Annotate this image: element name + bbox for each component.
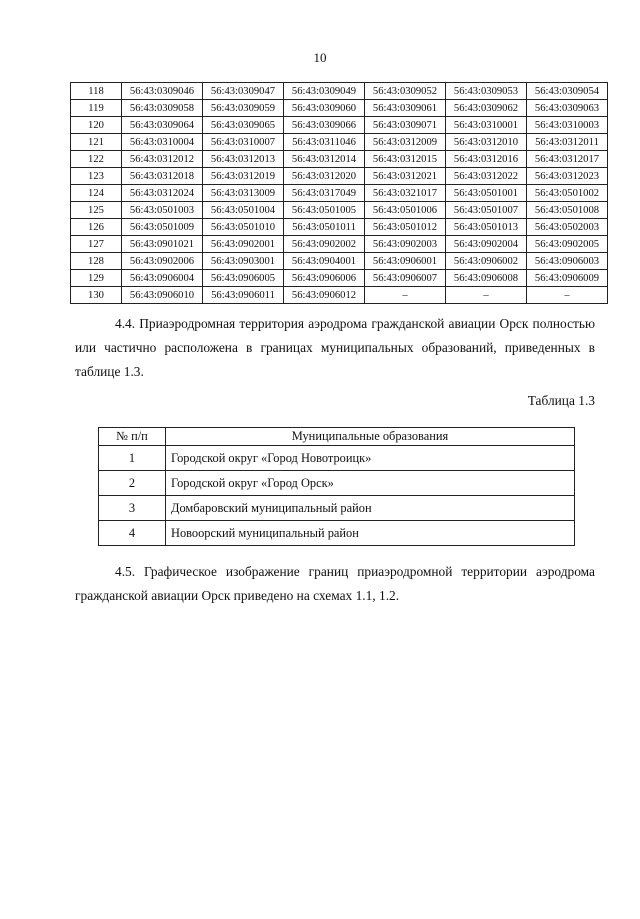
cadastral-number: 56:43:0310003 xyxy=(527,117,608,134)
row-number: 4 xyxy=(99,521,166,546)
cadastral-number: 56:43:0309052 xyxy=(365,83,446,100)
cadastral-number: 56:43:0309065 xyxy=(203,117,284,134)
cadastral-number: 56:43:0501002 xyxy=(527,185,608,202)
cadastral-number: 56:43:0902002 xyxy=(284,236,365,253)
cadastral-number: 56:43:0312021 xyxy=(365,168,446,185)
table-row xyxy=(99,446,575,471)
cadastral-number: 56:43:0309063 xyxy=(527,100,608,117)
row-number: 123 xyxy=(71,168,122,185)
row-number: 122 xyxy=(71,151,122,168)
cadastral-number: 56:43:0906012 xyxy=(284,287,365,304)
cadastral-number: 56:43:0501013 xyxy=(446,219,527,236)
cadastral-number: 56:43:0501005 xyxy=(284,202,365,219)
cadastral-number: 56:43:0312023 xyxy=(527,168,608,185)
cadastral-number: 56:43:0309064 xyxy=(122,117,203,134)
cadastral-number: 56:43:0906007 xyxy=(365,270,446,287)
cadastral-number: 56:43:0312016 xyxy=(446,151,527,168)
cadastral-number: 56:43:0309049 xyxy=(284,83,365,100)
table-caption: Таблица 1.3 xyxy=(527,393,595,408)
row-number: 121 xyxy=(71,134,122,151)
cadastral-number: 56:43:0902003 xyxy=(365,236,446,253)
table-row xyxy=(71,168,608,185)
table-row xyxy=(71,270,608,287)
cadastral-number: 56:43:0312012 xyxy=(122,151,203,168)
cadastral-number: 56:43:0902006 xyxy=(122,253,203,270)
cadastral-number: 56:43:0502003 xyxy=(527,219,608,236)
paragraph-4-5: 4.5. Графическое изображение границ приаэродромной территории аэродрома гражданской авиации Орск приведено на схемах 1.1, 1.2. xyxy=(75,564,595,603)
cadastral-number: – xyxy=(527,287,608,304)
cadastral-number: 56:43:0310007 xyxy=(203,134,284,151)
page-number: 10 xyxy=(313,50,327,65)
cadastral-number: 56:43:0312019 xyxy=(203,168,284,185)
row-number: 124 xyxy=(71,185,122,202)
cadastral-number: 56:43:0309047 xyxy=(203,83,284,100)
table-row xyxy=(71,117,608,134)
cadastral-number: 56:43:0501010 xyxy=(203,219,284,236)
cadastral-number: 56:43:0309066 xyxy=(284,117,365,134)
row-number: 3 xyxy=(99,496,166,521)
cadastral-number: 56:43:0309058 xyxy=(122,100,203,117)
cadastral-number: 56:43:0902005 xyxy=(527,236,608,253)
cadastral-number: 56:43:0312018 xyxy=(122,168,203,185)
cadastral-number: 56:43:0312024 xyxy=(122,185,203,202)
cadastral-number: 56:43:0501009 xyxy=(122,219,203,236)
row-number: 125 xyxy=(71,202,122,219)
cadastral-number: 56:43:0312013 xyxy=(203,151,284,168)
row-number: 1 xyxy=(99,446,166,471)
cadastral-number: 56:43:0501011 xyxy=(284,219,365,236)
table-row xyxy=(99,521,575,546)
table-row xyxy=(71,100,608,117)
cadastral-number: 56:43:0501012 xyxy=(365,219,446,236)
municipality-name: Городской округ «Город Орск» xyxy=(166,471,575,496)
cadastral-number: 56:43:0310001 xyxy=(446,117,527,134)
row-number: 126 xyxy=(71,219,122,236)
table-row xyxy=(71,287,608,304)
cadastral-number: 56:43:0501004 xyxy=(203,202,284,219)
cadastral-number: 56:43:0309062 xyxy=(446,100,527,117)
row-number: 127 xyxy=(71,236,122,253)
cadastral-number: 56:43:0906009 xyxy=(527,270,608,287)
municipality-name: Новоорский муниципальный район xyxy=(166,521,575,546)
row-number: 2 xyxy=(99,471,166,496)
cadastral-number: 56:43:0501007 xyxy=(446,202,527,219)
cadastral-number: 56:43:0317049 xyxy=(284,185,365,202)
municipalities-table xyxy=(98,427,575,546)
column-header-municipality: Муниципальные образования xyxy=(166,428,575,446)
table-row xyxy=(71,185,608,202)
cadastral-number: 56:43:0309061 xyxy=(365,100,446,117)
cadastral-number: 56:43:0321017 xyxy=(365,185,446,202)
cadastral-number: 56:43:0501008 xyxy=(527,202,608,219)
cadastral-number: 56:43:0906004 xyxy=(122,270,203,287)
cadastral-numbers-table xyxy=(70,82,608,304)
cadastral-number: 56:43:0309054 xyxy=(527,83,608,100)
cadastral-number: 56:43:0906006 xyxy=(284,270,365,287)
cadastral-number: 56:43:0902001 xyxy=(203,236,284,253)
table-row xyxy=(71,202,608,219)
cadastral-number: 56:43:0906011 xyxy=(203,287,284,304)
table-row xyxy=(71,134,608,151)
table-row xyxy=(71,236,608,253)
row-number: 130 xyxy=(71,287,122,304)
cadastral-number: 56:43:0309053 xyxy=(446,83,527,100)
cadastral-number: 56:43:0312022 xyxy=(446,168,527,185)
cadastral-number: – xyxy=(365,287,446,304)
cadastral-number: 56:43:0309071 xyxy=(365,117,446,134)
cadastral-number: 56:43:0906005 xyxy=(203,270,284,287)
row-number: 120 xyxy=(71,117,122,134)
cadastral-number: 56:43:0312015 xyxy=(365,151,446,168)
cadastral-number: 56:43:0312010 xyxy=(446,134,527,151)
table-header-row xyxy=(99,428,575,446)
cadastral-number: 56:43:0501006 xyxy=(365,202,446,219)
cadastral-number: 56:43:0312009 xyxy=(365,134,446,151)
municipality-name: Городской округ «Город Новотроицк» xyxy=(166,446,575,471)
municipality-name: Домбаровский муниципальный район xyxy=(166,496,575,521)
cadastral-number: 56:43:0313009 xyxy=(203,185,284,202)
cadastral-number: 56:43:0312017 xyxy=(527,151,608,168)
table-row xyxy=(71,151,608,168)
cadastral-number: 56:43:0501003 xyxy=(122,202,203,219)
paragraph-4-4: 4.4. Приаэродромная территория аэродрома гражданской авиации Орск полностью или частично расположена в границах муниципальных образований, приведенных в таблице 1.3. xyxy=(75,316,595,379)
cadastral-number: 56:43:0501001 xyxy=(446,185,527,202)
row-number: 128 xyxy=(71,253,122,270)
cadastral-number: 56:43:0309059 xyxy=(203,100,284,117)
row-number: 129 xyxy=(71,270,122,287)
table-row xyxy=(71,253,608,270)
cadastral-number: 56:43:0906010 xyxy=(122,287,203,304)
table-row xyxy=(71,83,608,100)
cadastral-number: 56:43:0903001 xyxy=(203,253,284,270)
cadastral-number: 56:43:0312020 xyxy=(284,168,365,185)
table-row xyxy=(99,471,575,496)
cadastral-number: 56:43:0310004 xyxy=(122,134,203,151)
cadastral-number: 56:43:0906008 xyxy=(446,270,527,287)
cadastral-number: 56:43:0906003 xyxy=(527,253,608,270)
cadastral-number: – xyxy=(446,287,527,304)
cadastral-number: 56:43:0312014 xyxy=(284,151,365,168)
cadastral-number: 56:43:0904001 xyxy=(284,253,365,270)
cadastral-number: 56:43:0901021 xyxy=(122,236,203,253)
cadastral-number: 56:43:0309060 xyxy=(284,100,365,117)
cadastral-number: 56:43:0902004 xyxy=(446,236,527,253)
cadastral-number: 56:43:0309046 xyxy=(122,83,203,100)
column-header-number: № п/п xyxy=(99,428,166,446)
row-number: 118 xyxy=(71,83,122,100)
cadastral-number: 56:43:0906002 xyxy=(446,253,527,270)
cadastral-number: 56:43:0312011 xyxy=(527,134,608,151)
table-row xyxy=(99,496,575,521)
cadastral-number: 56:43:0906001 xyxy=(365,253,446,270)
cadastral-number: 56:43:0311046 xyxy=(284,134,365,151)
row-number: 119 xyxy=(71,100,122,117)
table-row xyxy=(71,219,608,236)
